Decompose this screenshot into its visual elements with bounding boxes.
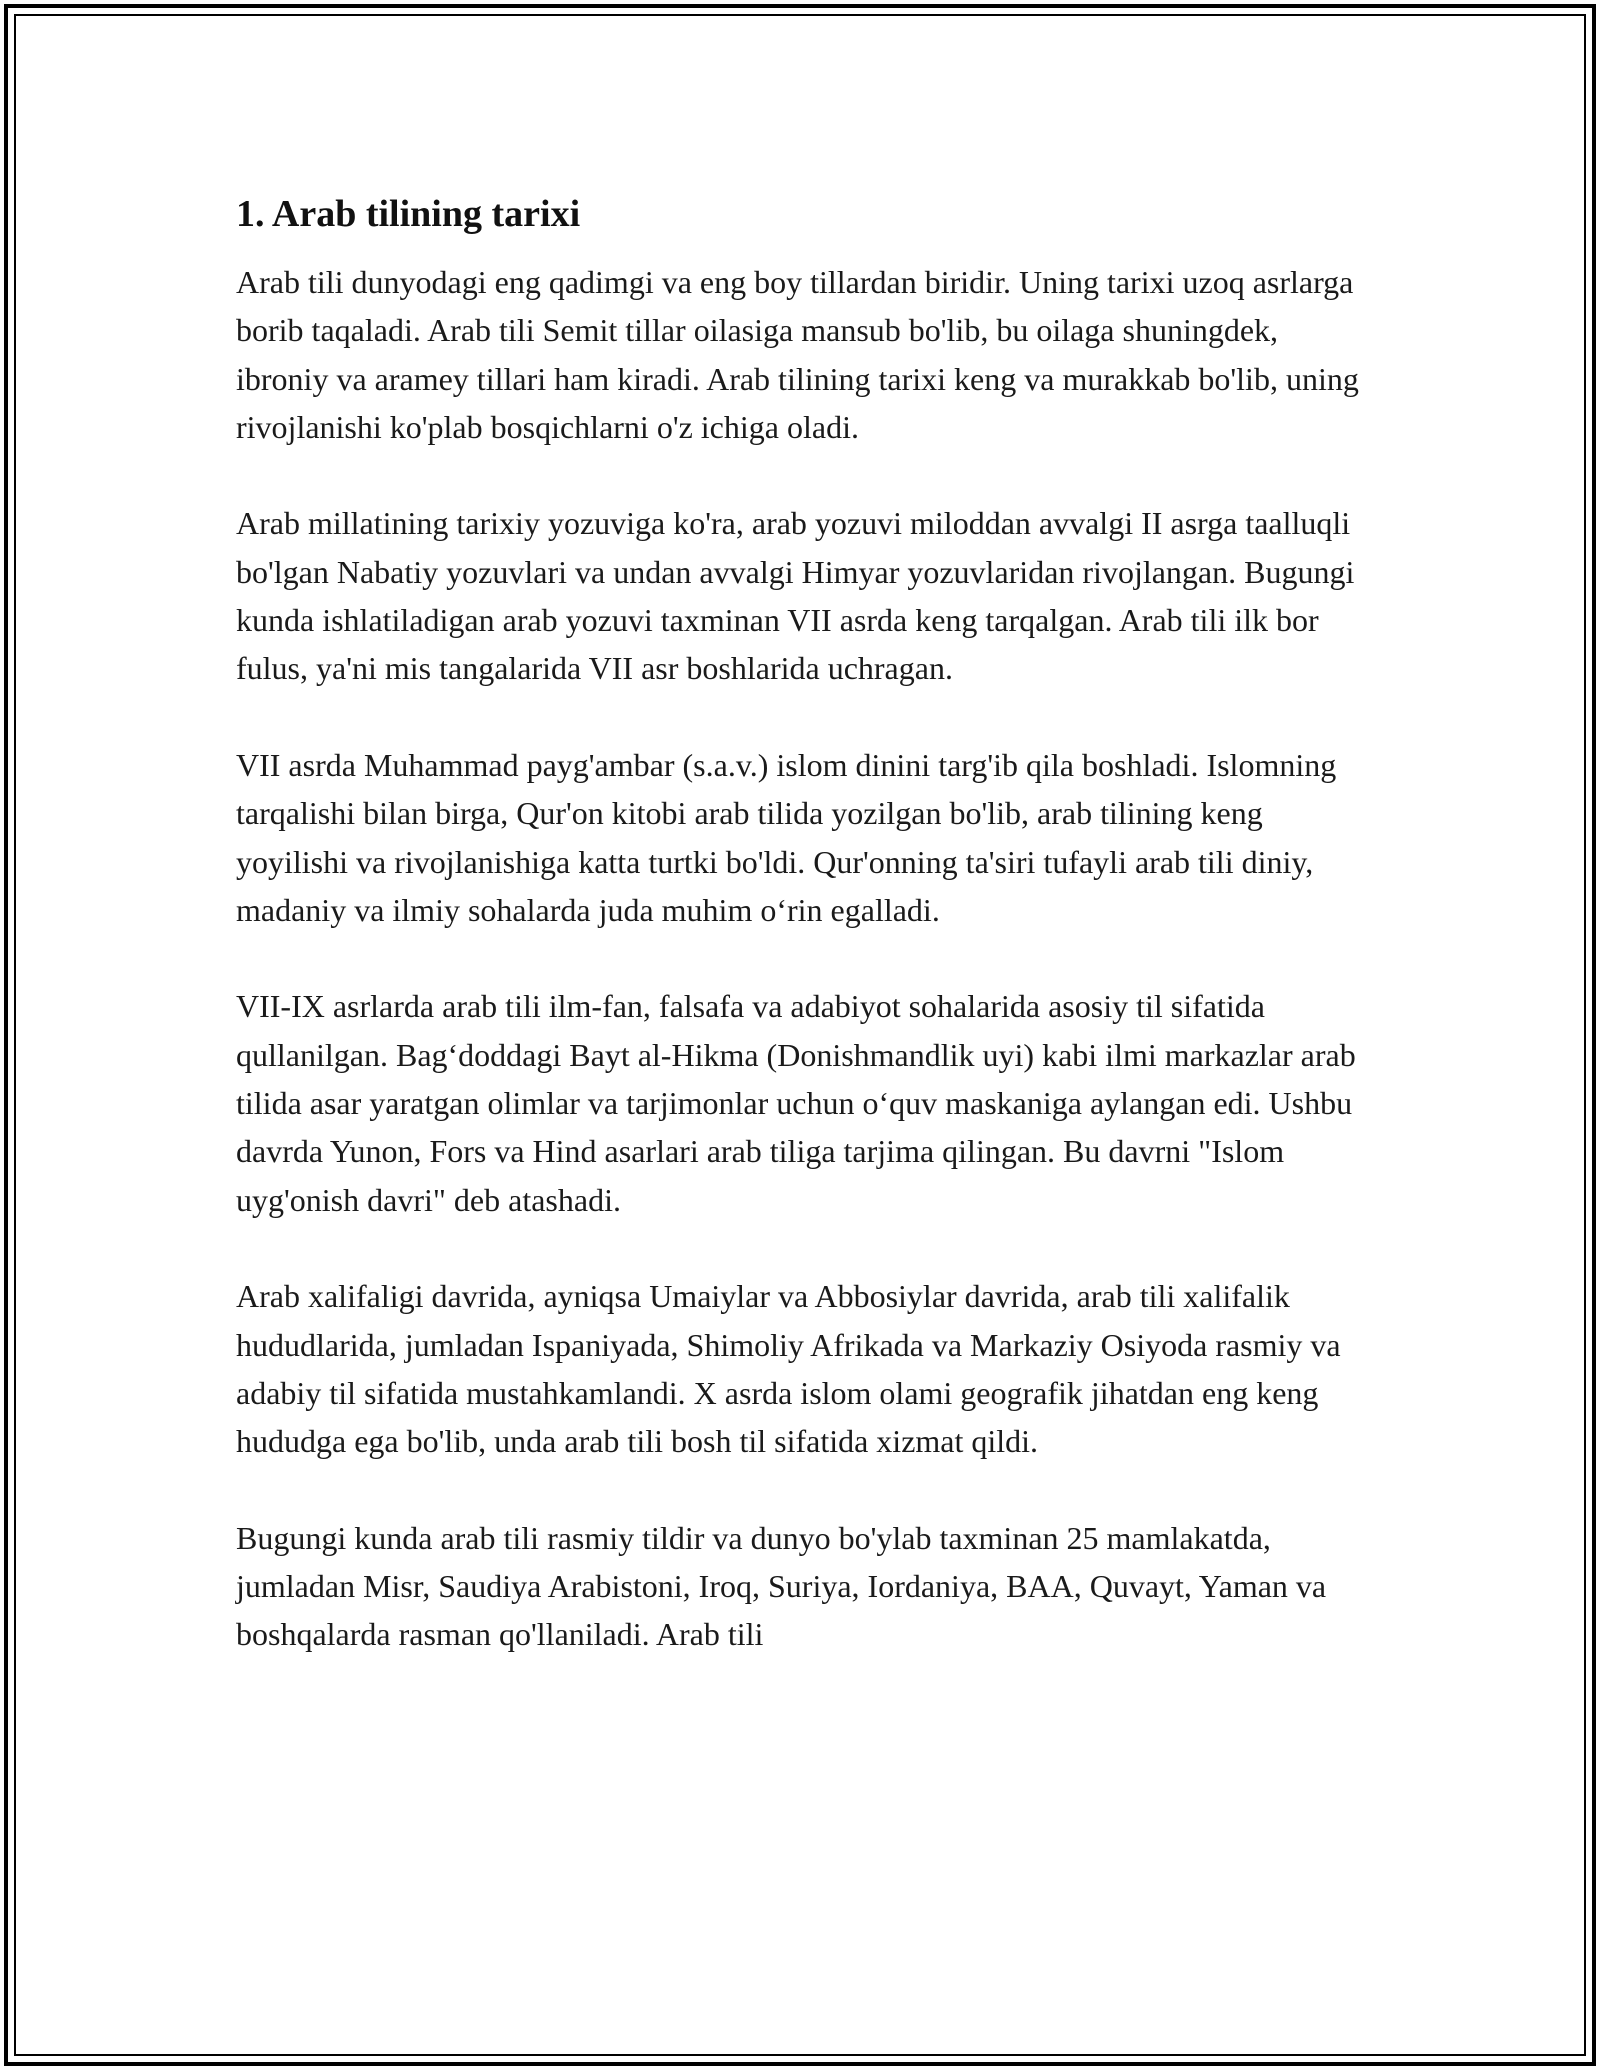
- page-title: 1. Arab tilining tarixi: [236, 193, 581, 235]
- paragraph-2: Arab millatining tarixiy yozuviga ko'ra, arab yozuvi miloddan avvalgi II asrga taalluqli bo'lgan Nabatiy yozuvlari va undan avvalgi Himyar yozuvlaridan rivojlangan. Bugungi kunda ishlatiladigan arab yozuvi taxminan VII asrda keng tarqalgan. Arab tili ilk bor fulus, ya'ni mis tangalarida VII asr boshlarida uchragan.: [236, 505, 1355, 687]
- paragraph-5: Arab xalifaligi davrida, ayniqsa Umaiylar va Abbosiylar davrida, arab tili xalifalik hududlarida, jumladan Ispaniyada, Shimoliy Afrikada va Markaziy Osiyoda rasmiy va adabiy til sifatida mustahkamlandi. X asrda islom olami geografik jihatdan eng keng hududga ega bo'lib, unda arab tili bosh til sifatida xizmat qildi.: [236, 1278, 1341, 1460]
- paragraph-1: Arab tili dunyodagi eng qadimgi va eng boy tillardan biridir. Uning tarixi uzoq asrlarga borib taqaladi. Arab tili Semit tillar oilasiga mansub bo'lib, bu oilaga shuningdek, ibroniy va aramey tillari ham kiradi. Arab tilining tarixi keng va murakkab bo'lib, uning rivojlanishi ko'plab bosqichlarni o'z ichiga oladi.: [236, 264, 1359, 445]
- paragraph-4: VII-IX asrlarda arab tili ilm-fan, falsafa va adabiyot sohalarida asosiy til sifatida qullanilgan. Bag‘doddagi Bayt al-Hikma (Donishmandlik uyi) kabi ilmi markazlar arab tilida asar yaratgan olimlar va tarjimonlar uchun o‘quv maskaniga aylangan edi. Ushbu davrda Yunon, Fors va Hind asarlari arab tiliga tarjima qilingan. Bu davrni "Islom uyg'onish davri" deb atashadi.: [236, 988, 1356, 1218]
- paragraph-6: Bugungi kunda arab tili rasmiy tildir va dunyo bo'ylab taxminan 25 mamlakatda, jumladan Misr, Saudiya Arabistoni, Iroq, Suriya, Iordaniya, BAA, Quvayt, Yaman va boshqalarda rasman qo'llaniladi. Arab tili: [236, 1519, 1327, 1653]
- document-body: [236, 188, 1372, 1659]
- paragraph-3: VII asrda Muhammad payg'ambar (s.a.v.) islom dinini targ'ib qila boshladi. Islomning tarqalishi bilan birga, Qur'on kitobi arab tilida yozilgan bo'lib, arab tilining keng yoyilishi va rivojlanishiga katta turtki bo'ldi. Qur'onning ta'siri tufayli arab tili diniy, madaniy va ilmiy sohalarda juda muhim o‘rin egalladi.: [236, 746, 1337, 928]
